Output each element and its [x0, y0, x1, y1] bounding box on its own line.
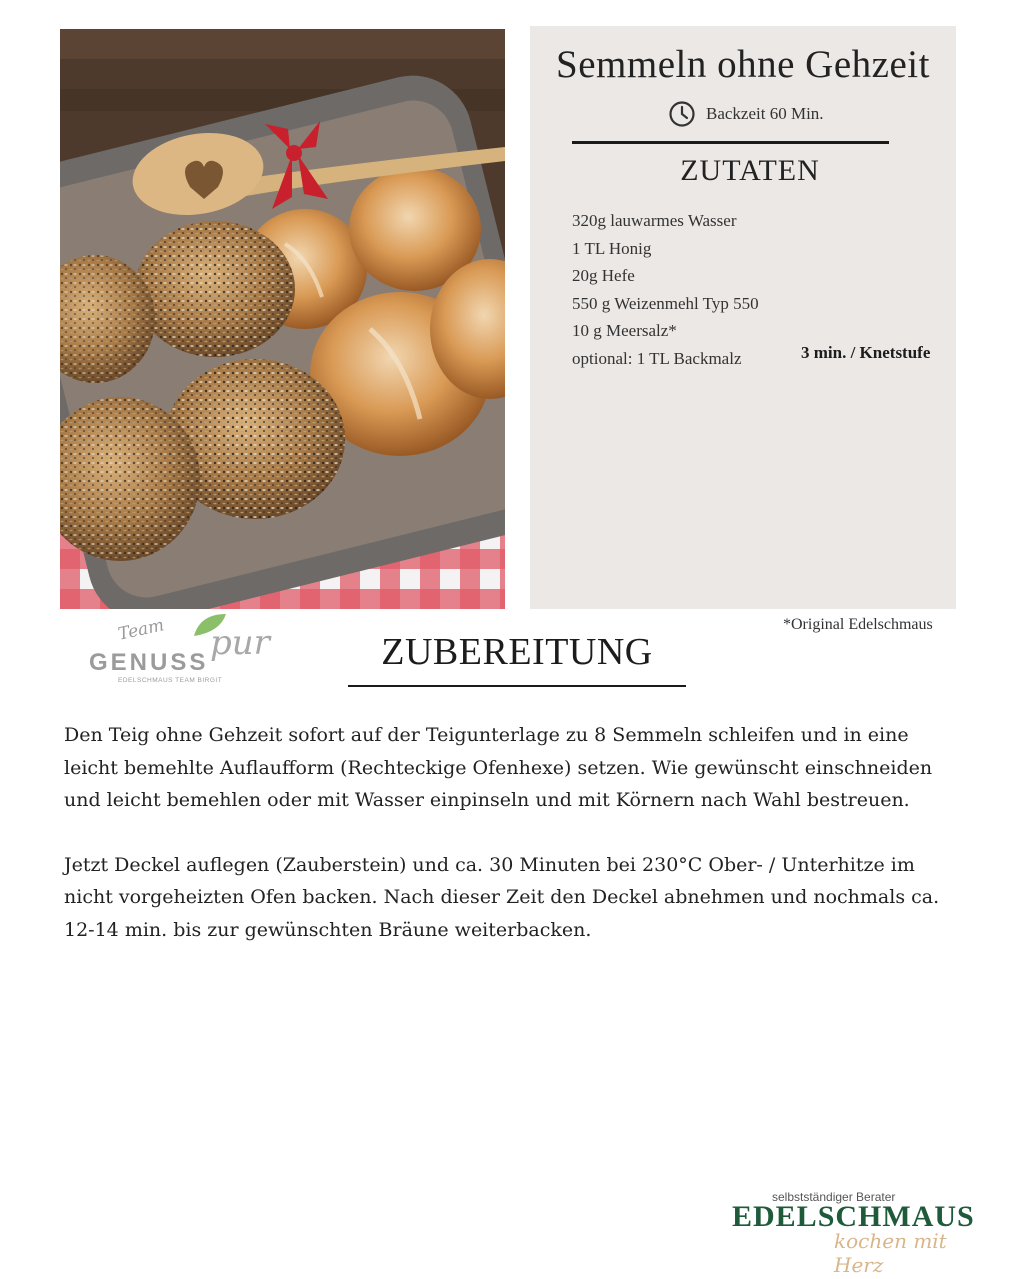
knead-note: 3 min. / Knetstufe: [801, 343, 931, 362]
ingredient-item: 1 TL Honig: [572, 238, 652, 258]
recipe-title: Semmeln ohne Gehzeit: [556, 43, 930, 86]
clock-icon: [668, 100, 696, 128]
ingredient-item: 320g lauwarmes Wasser: [572, 211, 737, 230]
bread-rolls-photo: [60, 29, 505, 609]
ingredient-item: 10 g Meersalz*: [572, 321, 677, 340]
genuss-pur-logo: Team GENUSS pur EDELSCHMAUS TEAM BIRGIT: [86, 608, 286, 688]
original-note: *Original Edelschmaus: [783, 616, 933, 633]
bake-time-label: Backzeit 60 Min.: [706, 104, 824, 123]
preparation-text: [64, 719, 964, 978]
divider: [572, 141, 889, 144]
recipe-panel: [530, 26, 956, 609]
ingredient-item: 20g Hefe: [572, 266, 635, 285]
ingredient-item: 550 g Weizenmehl Typ 550: [572, 293, 759, 313]
ingredients-list: [572, 207, 759, 372]
edelschmaus-logo: selbstständiger Berater EDELSCHMAUS kochen mit Herz: [732, 1190, 975, 1277]
bake-time: [668, 99, 824, 129]
preparation-paragraph: Den Teig ohne Gehzeit sofort auf der Teigunterlage zu 8 Semmeln schleifen und in eine leicht bemehlte Auflaufform (Rechteckige Ofenhexe) setzen. Wie gewünscht einschneiden und leicht bemehlen oder mit Wasser einpinseln und mit Körnern nach Wahl bestreuen.: [64, 724, 933, 811]
preparation-paragraph: Jetzt Deckel auflegen (Zauberstein) und ca. 30 Minuten bei 230°C Ober- / Unterhitze im nicht vorgeheizten Ofen backen. Nach dieser Zeit den Deckel abnehmen und nochmals ca. 12-14 min. bis zur gewünschten Bräune weiterbacken.: [64, 853, 940, 941]
preparation-heading: ZUBEREITUNG: [381, 631, 653, 673]
ingredient-item: optional: 1 TL Backmalz: [572, 348, 742, 368]
divider: [348, 685, 686, 687]
ingredients-heading: ZUTATEN: [680, 154, 820, 187]
